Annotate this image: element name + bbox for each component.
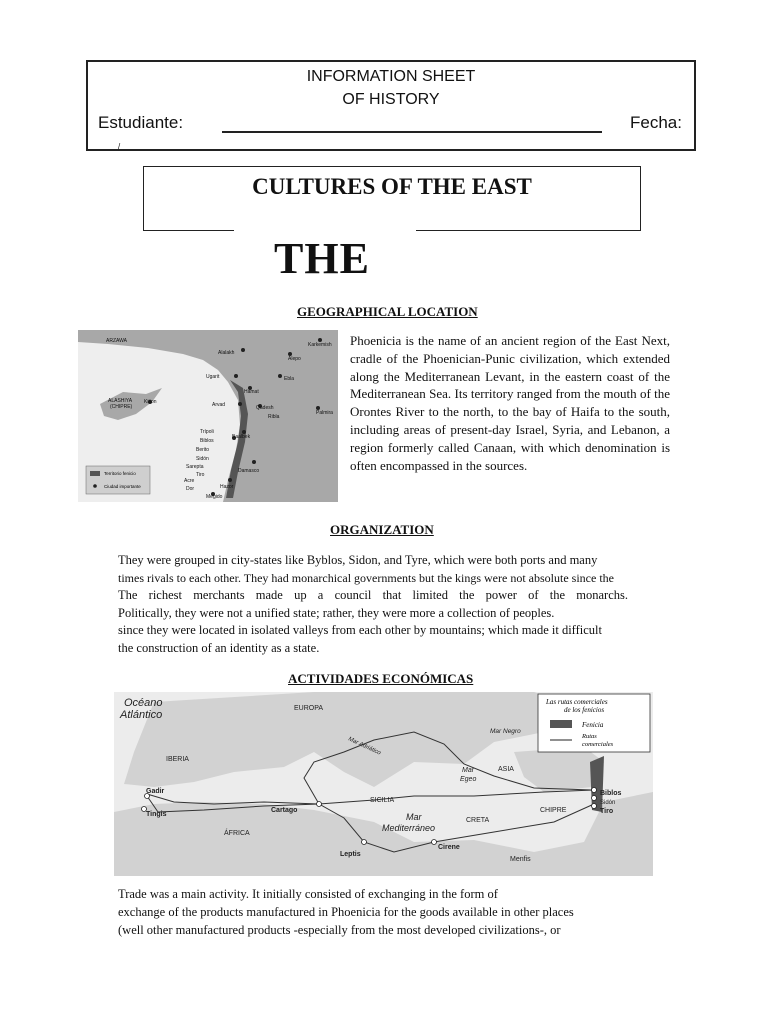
eco-line-3: (well other manufactured products -especially from the most developed civilizations-, or — [118, 923, 561, 937]
map2-legend-rutas1: Rutas — [582, 733, 597, 740]
map1-label-ribla: Ribla — [268, 414, 280, 420]
map1-label-arzawa: ARZAWA — [106, 338, 128, 344]
eco-line-1: Trade was a main activity. It initially consisted of exchanging in the form of — [118, 887, 498, 901]
map2-label-mar-egeo2: Egeo — [460, 776, 477, 783]
map2-label-mar-med1: Mar — [406, 812, 422, 822]
trade-routes-map — [114, 692, 653, 876]
student-label: Estudiante: — [98, 113, 184, 132]
map1-legend-territory: Territorio fenicio — [104, 471, 136, 476]
map1-label-kition: Kition — [144, 399, 157, 405]
map2-label-asia: ASIA — [498, 766, 514, 773]
map1-label-hamat: Hamat — [244, 389, 259, 395]
org-line-1: They were grouped in city-states like Byblos, Sidon, and Tyre, which were both ports and many — [118, 553, 598, 567]
map1-label-palmira: Palmira — [316, 410, 333, 416]
map2-label-creta: CRETA — [466, 817, 490, 824]
map2-label-chipre: CHIPRE — [540, 807, 567, 814]
org-line-3: The richest merchants made up a council that limited the power of the monarchs. — [118, 588, 628, 602]
map2-label-mar-adriatico: Mar Adriático — [347, 736, 382, 757]
map2-label-oceano2: Atlántico — [120, 709, 163, 721]
map2-legend — [538, 694, 650, 752]
map1-label-baalbek: Baalbek — [232, 434, 251, 440]
map1-label-alepo: Alepo — [288, 356, 301, 362]
map1-legend-city: Ciudad importante — [104, 484, 141, 489]
map2-label-sicilia: SICILIA — [370, 797, 395, 804]
header-title-line1: INFORMATION SHEET — [306, 68, 476, 85]
geo-heading: GEOGRAPHICAL LOCATION — [297, 304, 478, 319]
map1-label-ebla: Ebla — [284, 376, 295, 382]
map1-label-megido: Megido — [206, 494, 223, 500]
map2-legend-fenicia: Fenicia — [582, 721, 604, 729]
map1-label-biblos: Biblos — [200, 438, 214, 444]
date-label: Fecha: — [630, 113, 682, 132]
map1-label-alalakh: Alalakh — [218, 350, 235, 356]
map2-label-tingis: Tingis — [146, 811, 167, 818]
map2-label-gadir: Gadir — [146, 788, 165, 795]
map1-label-acre: Acre — [184, 478, 195, 484]
map2-label-sidon: Sidón — [600, 800, 616, 806]
org-line-6: the construction of an identity as a state. — [118, 641, 320, 655]
page-title: CULTURES OF THE EAST — [252, 174, 532, 199]
map2-label-leptis: Leptis — [340, 851, 361, 858]
geo-paragraph: Phoenicia is the name of an ancient region of the East Next, cradle of the Phoenician-Punic civilization, which extended along the Mediterranean Levant, in the eastern coast of the Mediterranean Sea. Its territory ranged from the mouth of the Orontes River to the north, to the bay of Haifa to the south, including areas of present-day Israel, Syria, and Lebanon, a region formerly called Canaan, with which denomination is often encompassed in the sources. — [350, 333, 670, 473]
map1-label-beirut: Berito — [196, 447, 210, 453]
title-box-gap — [234, 229, 416, 232]
map1-label-dor: Dor — [186, 486, 195, 492]
map1-label-arvad: Arvad — [212, 402, 226, 408]
map1-label-sidon: Sidón — [196, 456, 209, 462]
map1-label-qadesh: Qadesh — [256, 405, 274, 411]
map1-label-karkemish: Karkemish — [308, 342, 332, 348]
map2-label-europa: EUROPA — [294, 705, 324, 712]
map2-label-iberia: IBERIA — [166, 756, 189, 763]
map2-label-oceano1: Océano — [124, 697, 163, 709]
org-heading: ORGANIZATION — [330, 522, 434, 537]
phoenicia-map — [78, 330, 338, 502]
section-subtitle: THE — [274, 234, 370, 283]
org-line-5: since they were located in isolated valleys from each other by mountains; which made it difficult — [118, 623, 602, 637]
stray-mark: / — [118, 142, 121, 151]
eco-line-2: exchange of the products manufactured in Phoenicia for the goods available in other places — [118, 905, 574, 919]
student-name-field[interactable] — [222, 131, 602, 133]
map2-legend-rutas2: comerciales — [582, 741, 614, 748]
org-line-4: Politically, they were not a unified state; rather, they were more a collection of peoples. — [118, 606, 555, 620]
map2-label-tiro: Tiro — [600, 808, 614, 815]
map2-label-biblos: Biblos — [600, 790, 622, 797]
map2-label-africa: ÁFRICA — [224, 830, 250, 837]
map2-legend-title1: Las rutas comerciales — [546, 698, 608, 706]
map1-label-chipre: (CHIPRE) — [110, 404, 133, 410]
map2-label-mar-egeo1: Mar — [462, 767, 475, 774]
map1-label-ugarit: Ugarit — [206, 374, 220, 380]
map1-label-hazor: Hazor — [220, 484, 234, 490]
map1-label-alashiya: ALASHIYA — [108, 398, 133, 404]
map1-label-sarepta: Sarepta — [186, 464, 204, 470]
header-box — [86, 60, 696, 151]
header-title-line2: OF HISTORY — [342, 91, 440, 108]
map2-label-cartago: Cartago — [271, 807, 298, 814]
map1-label-tripoli: Trípoli — [200, 429, 214, 435]
map2-label-cirene: Cirene — [438, 844, 460, 851]
map2-label-mar-med2: Mediterráneo — [382, 823, 436, 833]
title-box — [143, 166, 641, 231]
map1-label-tiro: Tiro — [196, 472, 205, 478]
map1-label-damasco: Damasco — [238, 468, 260, 474]
map2-legend-title2: de los fenicios — [564, 706, 605, 714]
map2-label-mar-negro: Mar Negro — [490, 728, 521, 735]
org-line-2: times rivals to each other. They had monarchical governments but the kings were not absolute since the — [118, 571, 614, 585]
map2-label-menfis: Menfis — [510, 856, 531, 863]
eco-heading: ACTIVIDADES ECONÓMICAS — [288, 671, 474, 686]
map1-legend — [86, 466, 150, 494]
